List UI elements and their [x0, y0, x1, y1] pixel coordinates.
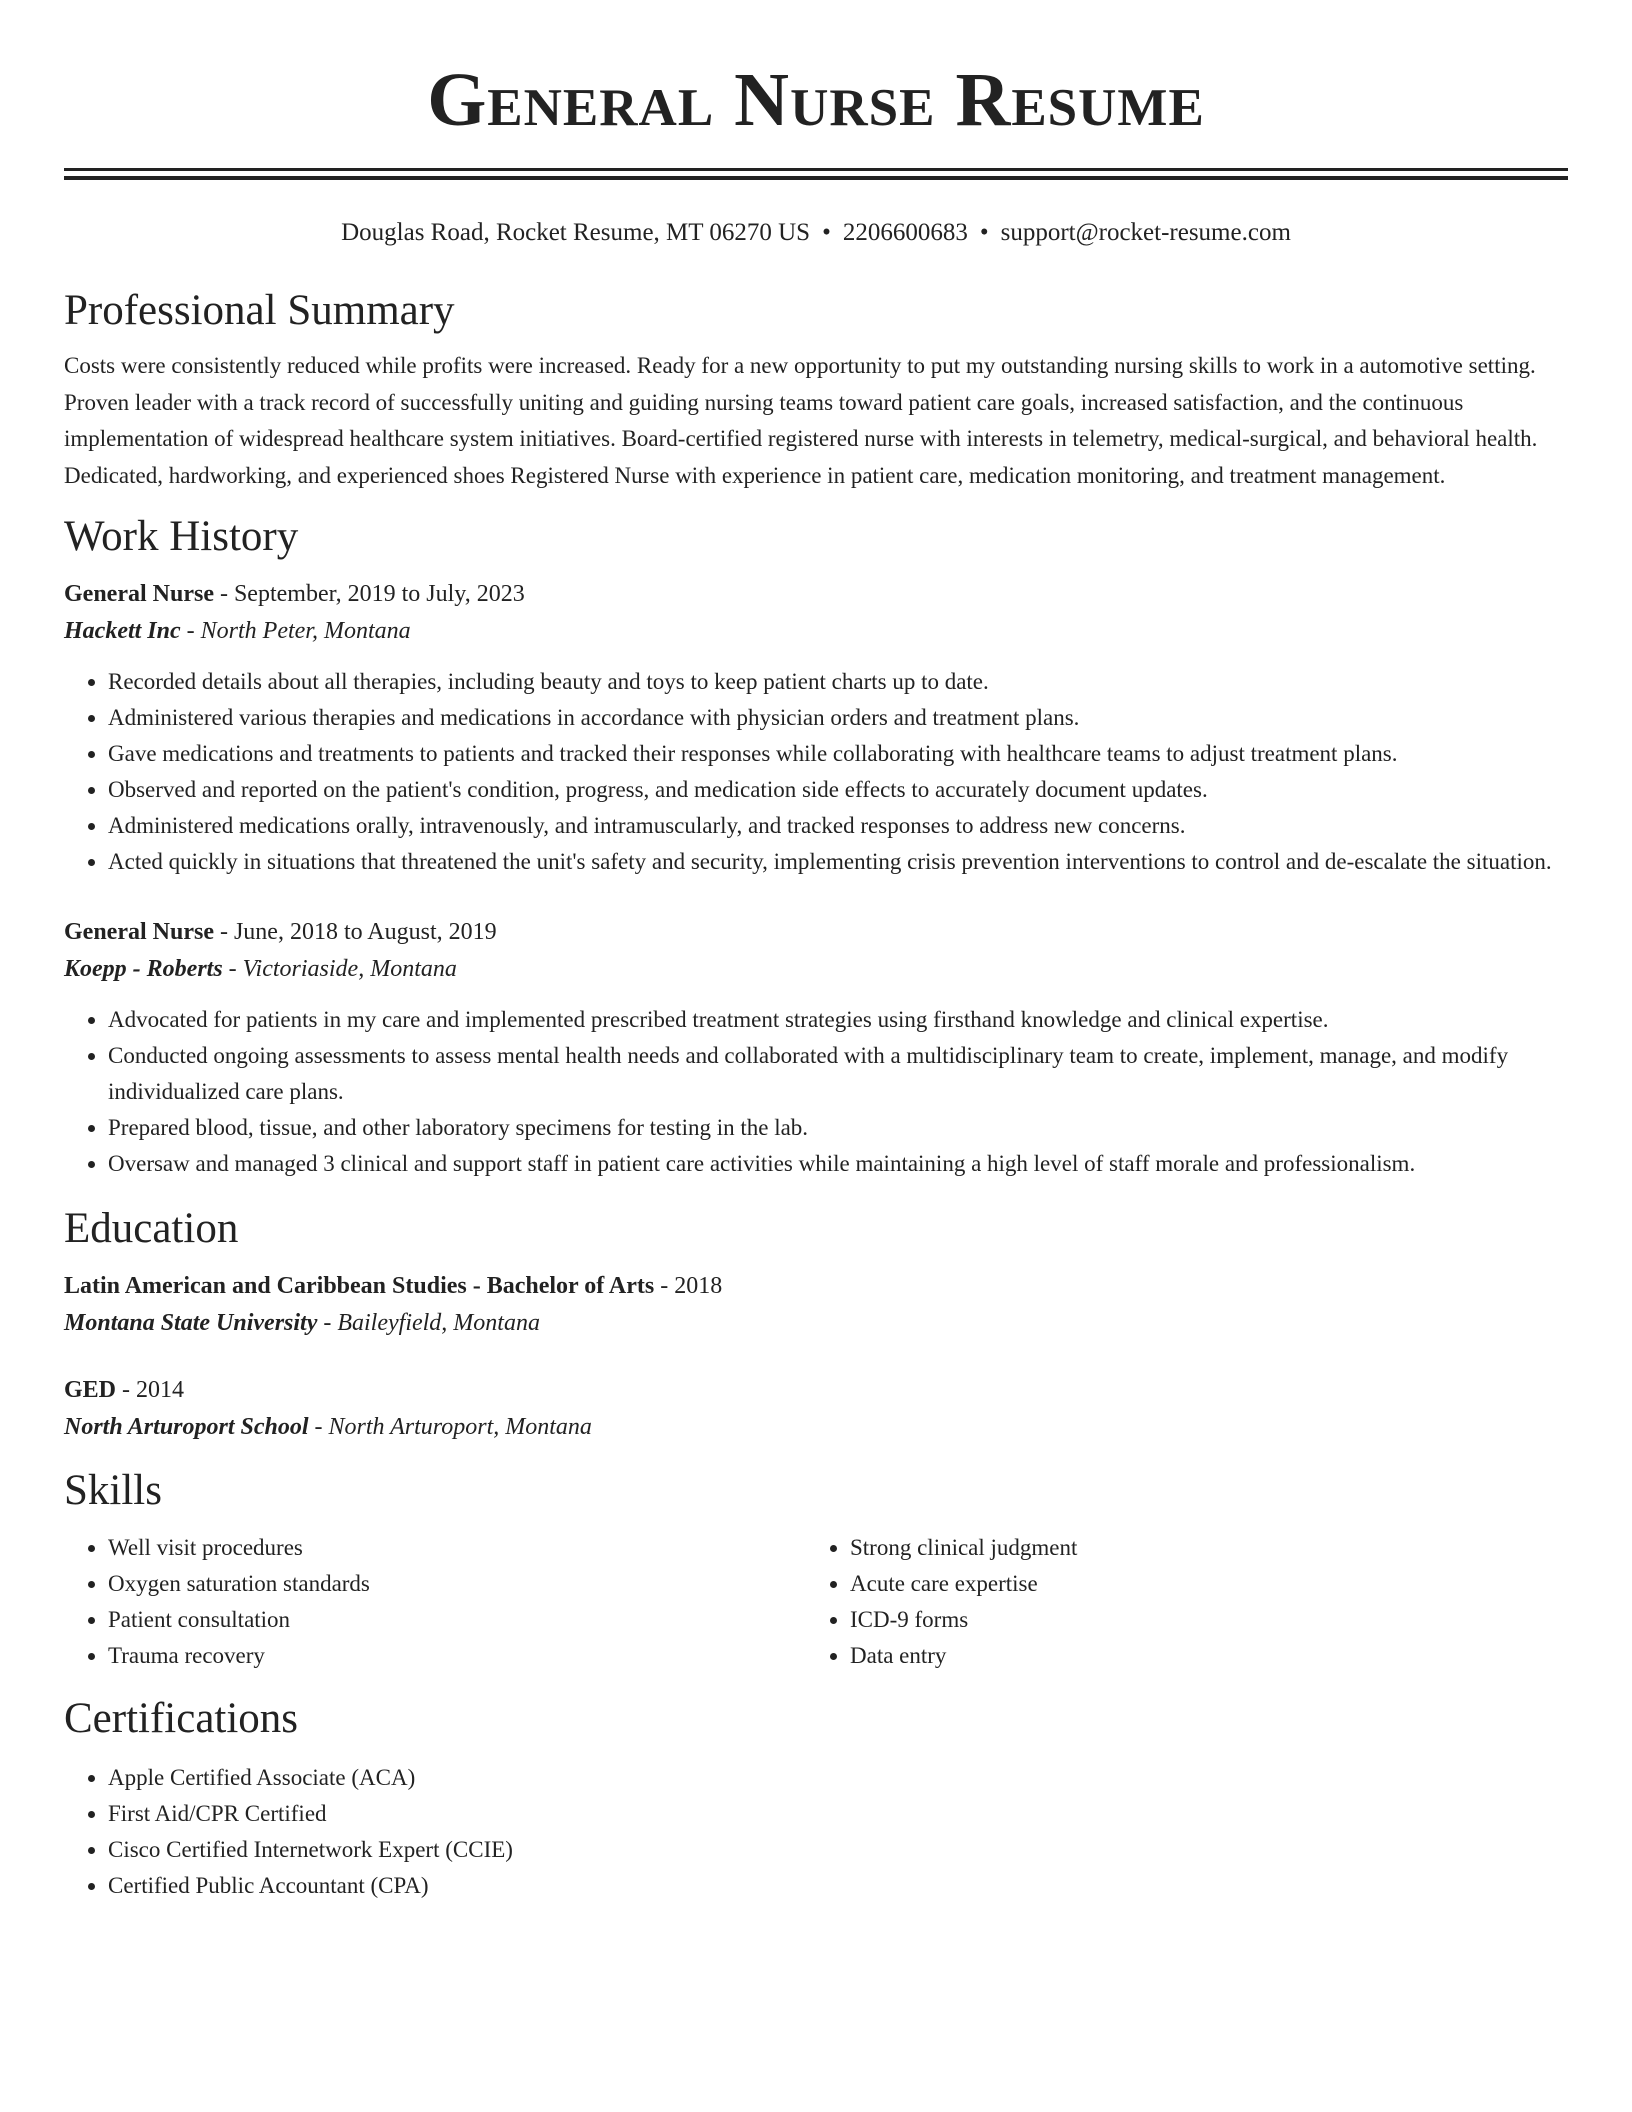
- education-section: [64, 1202, 1568, 1446]
- contact-phone: 2206600683: [842, 219, 968, 246]
- school-name: North Arturoport School: [64, 1414, 309, 1440]
- contact-separator: •: [979, 219, 989, 246]
- skills-list-left: [64, 1530, 806, 1674]
- job-title-line: [64, 914, 1568, 950]
- degree-year: - 2014: [116, 1377, 185, 1403]
- job-entry: [64, 576, 1568, 880]
- education-entry: [64, 1372, 1568, 1446]
- job-location: - Victoriaside, Montana: [222, 956, 457, 982]
- job-company-line: [64, 612, 1568, 650]
- job-dates: - September, 2019 to July, 2023: [213, 581, 525, 607]
- list-item: • Recorded details about all therapies, including beauty and toys to keep patient charts up to date.: [108, 664, 1568, 700]
- skills-heading: Skills: [64, 1467, 162, 1514]
- job-dates: - June, 2018 to August, 2019: [213, 919, 497, 945]
- job-entry: [64, 914, 1568, 1182]
- certifications-section: [64, 1692, 1568, 1904]
- school-line: [64, 1408, 1568, 1446]
- list-item: • Gave medications and treatments to patients and tracked their responses while collaborating with healthcare teams to adjust treatment plans.: [108, 736, 1568, 772]
- list-item: • Trauma recovery: [108, 1638, 806, 1674]
- list-item: • Cisco Certified Internetwork Expert (CCIE): [108, 1832, 1568, 1868]
- job-company: Koepp - Roberts: [64, 956, 223, 982]
- school-location: - North Arturoport, Montana: [308, 1414, 592, 1440]
- job-company-line: [64, 950, 1568, 988]
- degree-year: - 2018: [654, 1273, 723, 1299]
- degree-name: GED: [64, 1377, 117, 1403]
- skills-section: [64, 1464, 1568, 1674]
- list-item: • Acute care expertise: [850, 1566, 1548, 1602]
- work-section: [64, 510, 1568, 1182]
- job-location: - North Peter, Montana: [180, 618, 411, 644]
- summary-section: [64, 284, 1568, 494]
- job-company: Hackett Inc: [64, 618, 181, 644]
- skills-list-right: [806, 1530, 1548, 1674]
- job-title: General Nurse: [64, 581, 214, 607]
- contact-separator: •: [822, 219, 831, 246]
- list-item: • Conducted ongoing assessments to assess mental health needs and collaborated with a multidisciplinary team to create, implement, manage, and modify individualized care plans.: [108, 1038, 1568, 1110]
- list-item: • Oxygen saturation standards: [108, 1566, 806, 1602]
- job-duties-list: [64, 1002, 1568, 1182]
- resume-title: General Nurse Resume: [427, 58, 1205, 142]
- summary-text: Costs were consistently reduced while profits were increased. Ready for a new opportunity to put my outstanding nursing skills to work in a automotive setting. Proven leader with a track record of successfully uniting and guiding nursing teams toward patient care goals, increased satisfaction, and the continuous implementation of widespread healthcare system initiatives. Board-certified registered nurse with interests in telemetry, medical-surgical, and behavioral health. Dedicated, hardworking, and experienced shoes Registered Nurse with experience in patient care, medication monitoring, and treatment management.: [64, 353, 1538, 488]
- contact-line: [64, 216, 1568, 250]
- school-location: - Baileyfield, Montana: [317, 1310, 540, 1336]
- list-item: • Certified Public Accountant (CPA): [108, 1868, 1568, 1904]
- job-duties-list: [64, 664, 1568, 880]
- education-entry: [64, 1268, 1568, 1342]
- list-item: • Acted quickly in situations that threatened the unit's safety and security, implementing crisis prevention interventions to control and de-escalate the situation.: [108, 844, 1568, 880]
- list-item: • Strong clinical judgment: [850, 1530, 1548, 1566]
- degree-line: [64, 1372, 1568, 1408]
- school-line: [64, 1304, 1568, 1342]
- list-item: • Patient consultation: [108, 1602, 806, 1638]
- list-item: • ICD-9 forms: [850, 1602, 1548, 1638]
- contact-email: support@rocket-resume.com: [1000, 219, 1291, 246]
- job-title-line: [64, 576, 1568, 612]
- list-item: • Administered medications orally, intravenously, and intramuscularly, and tracked responses to address new concerns.: [108, 808, 1568, 844]
- list-item: • Administered various therapies and medications in accordance with physician orders and treatment plans.: [108, 700, 1568, 736]
- title-divider: [64, 168, 1568, 180]
- degree-name: Latin American and Caribbean Studies - Bachelor of Arts: [64, 1273, 655, 1299]
- list-item: • Apple Certified Associate (ACA): [108, 1760, 1568, 1796]
- job-title: General Nurse: [64, 919, 214, 945]
- list-item: • First Aid/CPR Certified: [108, 1796, 1568, 1832]
- list-item: • Advocated for patients in my care and implemented prescribed treatment strategies using firsthand knowledge and clinical expertise.: [108, 1002, 1568, 1038]
- list-item: • Data entry: [850, 1638, 1548, 1674]
- list-item: • Well visit procedures: [108, 1530, 806, 1566]
- school-name: Montana State University: [64, 1310, 318, 1336]
- skills-grid: [64, 1530, 1568, 1674]
- certifications-list: [64, 1760, 1568, 1904]
- list-item: • Oversaw and managed 3 clinical and support staff in patient care activities while maintaining a high level of staff morale and professionalism.: [108, 1146, 1568, 1182]
- contact-address: Douglas Road, Rocket Resume, MT 06270 US: [341, 219, 811, 246]
- summary-heading: Professional Summary: [64, 287, 455, 334]
- list-item: • Observed and reported on the patient's condition, progress, and medication side effects to accurately document updates.: [108, 772, 1568, 808]
- education-heading: Education: [64, 1205, 239, 1252]
- list-item: • Prepared blood, tissue, and other laboratory specimens for testing in the lab.: [108, 1110, 1568, 1146]
- work-heading: Work History: [64, 513, 299, 560]
- certifications-heading: Certifications: [64, 1695, 299, 1742]
- degree-line: [64, 1268, 1568, 1304]
